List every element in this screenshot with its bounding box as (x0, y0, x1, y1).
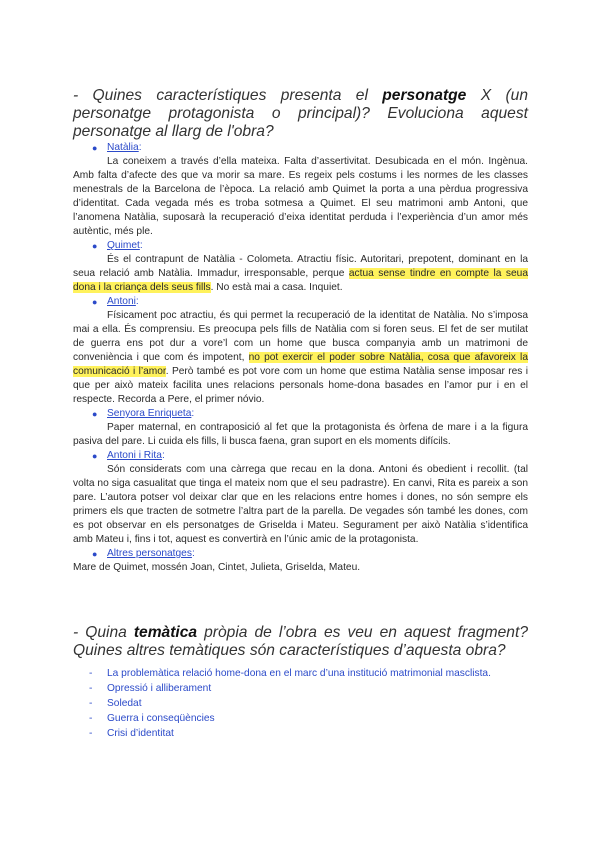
dash-icon: - (89, 713, 93, 724)
dash-icon: - (89, 683, 93, 694)
character-name: Antoni i Rita (107, 450, 162, 461)
description-text: És el contrapunt de Natàlia - Colometa. Atractiu físic. Autoritari, prepotent, dominant en la seua relació amb Natàlia. Immadur, irresponsable, perque (73, 254, 528, 279)
character-name: Antoni (107, 296, 136, 307)
list-item (89, 681, 491, 696)
character-description: Mare de Quimet, mossén Joan, Cintet, Julieta, Griselda, Mateu. (73, 562, 361, 573)
character-heading-enriqueta (73, 407, 528, 421)
character-name: Natàlia (107, 142, 139, 153)
colon: : (135, 296, 139, 307)
theme-text: Guerra i conseqüències (107, 713, 215, 724)
characters-section (73, 141, 528, 575)
colon: : (138, 142, 142, 153)
question-1-keyword: personatge (382, 87, 467, 104)
bullet-icon: ● (92, 549, 98, 559)
character-name: Quimet (107, 240, 140, 251)
question-1-text-b: X (un personatge protagonista o principal)? Evoluciona aquest personatge al llarg de l'obra? (73, 87, 528, 140)
character-heading-quimet (73, 239, 528, 253)
theme-text: Soledat (107, 698, 142, 709)
colon: : (191, 548, 195, 559)
question-1 (73, 87, 528, 141)
bullet-icon: ● (92, 451, 98, 461)
character-heading-natalia (73, 141, 528, 155)
question-2 (73, 624, 528, 660)
theme-text: Opressió i alliberament (107, 683, 212, 694)
character-name: Altres personatges (107, 548, 192, 559)
question-2-text-b: pròpia de l’obra es veu en aquest fragment? Quines altres temàtiques són característiques d’aquesta obra? (73, 624, 528, 659)
character-name: Senyora Enriqueta (107, 408, 192, 419)
colon: : (139, 240, 143, 251)
description-text: . No està mai a casa. Inquiet. (210, 282, 343, 293)
bullet-icon: ● (92, 143, 98, 153)
character-description: Són considerats com una càrrega que recau en la dona. Antoni és obedient i recollit. (tal volta no siga casualitat que tinga el mateix nom que el seu padrastre). En canvi, Rita es pareix a son pare. L’autora potser vol deixar clar que en les relacions entre homes i dones, no són sempre els primers els que tracten de sotmetre l’altra part de la parella. De vegades són també les dones, com es pot observar en els personatges de Griselda i Mateu. Segurament per això Natàlia s’identifica amb Mateu i, fins i tot, aquest es convertirà en l’únic amic de la protagonista. (73, 464, 528, 545)
question-2-keyword: temàtica (133, 624, 198, 641)
theme-text: Crisi d’identitat (107, 728, 174, 739)
character-description (73, 253, 528, 295)
character-description: La coneixem a través d’ella mateixa. Falta d’assertivitat. Desubicada en el món. Ingènua. Amb falta d’afecte des que va morir sa mare. Es regeix pels costums i les normes de les classes menestrals de la Barcelona de l’època. La relació amb Quimet la porta a una pèrdua progressiva d’identitat. Cada vegada més es troba sotmesa a Quimet. El seu matrimoni amb Antoni, que l’anomena Natàlia, suposarà la recuperació d’eixa identitat perduda i l’experiència d’un amor més autèntic, més ple. (73, 156, 528, 237)
question-2-text-a: - Quina (73, 624, 134, 641)
themes-list (89, 666, 491, 741)
description-text: . Però també es pot vore com un home que estima Natàlia sense imposar res i que per això mateix facilita unes relacions personals home-dona basades en l’amor pur i en el respecte. Recorda a Pere, el primer nóvio. (73, 366, 528, 405)
list-item (89, 666, 491, 681)
character-heading-antoni (73, 295, 528, 309)
character-description: Paper maternal, en contraposició al fet que la protagonista és òrfena de mare i a la figura pasiva del pare. Li cuida els fills, li busca faena, gran suport en els moments difícils. (73, 422, 528, 447)
dash-icon: - (89, 698, 93, 709)
dash-icon: - (89, 668, 93, 679)
list-item (89, 711, 491, 726)
description-text: Físicament poc atractiu, és qui permet la recuperació de la identitat de Natàlia. No s’imposa mai a ella. És comprensiu. Es preocupa pels fills de Natàlia com si foren seus. El fet de ser mutilat de guerra ens pot dur a vore’l com un home que busca companyia amb un matrimoni de conveniència i que com és impotent, (73, 310, 528, 363)
highlighted-text: actua sense tindre en compte la seua dona i la criança dels seus fills (73, 268, 528, 293)
list-item (89, 726, 491, 741)
character-description (73, 309, 528, 407)
colon: : (191, 408, 195, 419)
character-heading-others (73, 547, 528, 561)
bullet-icon: ● (92, 241, 98, 251)
colon: : (161, 450, 165, 461)
question-1-text-a: - Quines característiques presenta el (73, 87, 383, 104)
highlighted-text: no pot exercir el poder sobre Natàlia, cosa que afavoreix la comunicació i l’amor (73, 352, 528, 377)
bullet-icon: ● (92, 297, 98, 307)
bullet-icon: ● (92, 409, 98, 419)
theme-text: La problemàtica relació home-dona en el marc d’una institució matrimonial masclista. (107, 668, 491, 679)
dash-icon: - (89, 728, 93, 739)
character-heading-antoni-rita (73, 449, 528, 463)
list-item (89, 696, 491, 711)
